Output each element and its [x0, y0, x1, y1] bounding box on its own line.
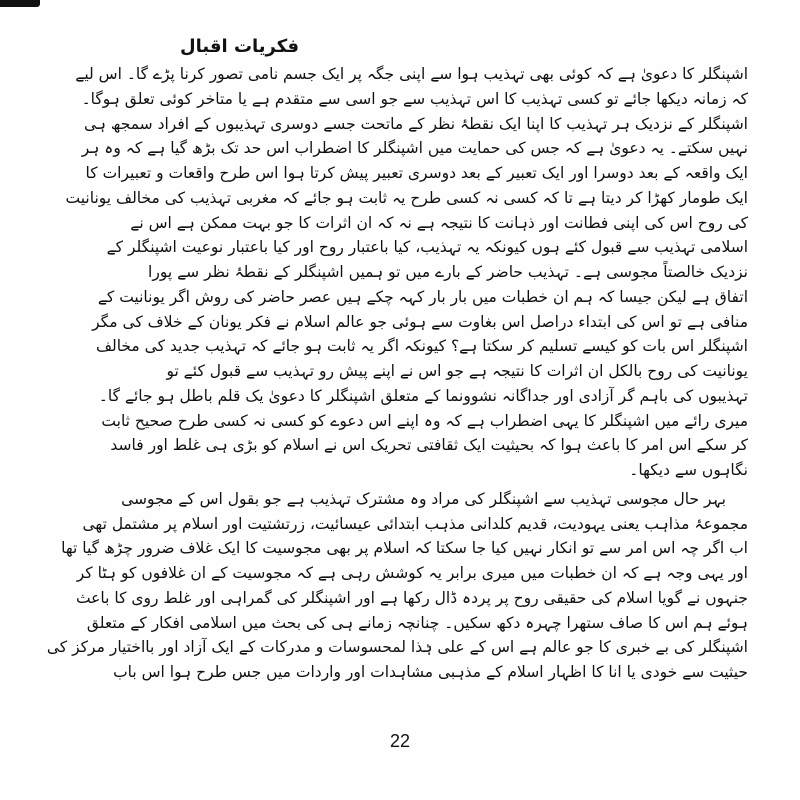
text-line: منافی ہے تو اس کی ابتداء دراصل اس بغاوت سے ہوئی جو عالم اسلام نے فکر یونان کے خلاف کی مگر — [92, 312, 748, 331]
paragraph-1 — [65, 62, 748, 483]
running-header — [180, 36, 760, 64]
text-line: یونانیت کی روح بالکل ان اثرات کا نتیجہ ہے جو اس نے اپنے پیش رو تہذیب سے قبول کئے تو — [166, 362, 748, 380]
text-line: کہ زمانہ دیکھا جائے تو کسی تہذیب کا اس تہذیب سے جو اسی سے متقدم ہے یا متاخر کوئی تعلق ہوگا۔ — [81, 89, 748, 108]
running-title: فکریات اقبال — [180, 36, 300, 57]
paragraph-2 — [46, 487, 748, 685]
text-line: نگاہوں سے دیکھا۔ — [629, 461, 748, 479]
text-line: اسلامی تہذیب سے قبول کئے ہوں کیونکہ یہ تہذیب، کیا باعتبار روح اور کیا باعتبار نوعیت اشپنگلر کے — [106, 238, 748, 257]
text-line: اب اگر چہ اس امر سے تو انکار نہیں کیا جا سکتا کہ اسلام پر بھی مجوسیت کا ایک غلاف ضرور چڑھ گیا تھا — [61, 539, 748, 558]
text-line: میری رائے میں اشپنگلر کا یہی اضطراب ہے کہ وہ اپنے اس دعوے کو کسی نہ کسی طرح صحیح ثابت — [101, 411, 748, 430]
text-line: اتفاق ہے لیکن جیسا کہ ہم ان خطبات میں بار بار کہہ چکے ہیں عصر حاضر کی روش اگر یونانیت کے — [97, 287, 748, 306]
text-line: کر سکے اس امر کا باعث ہوا کہ بحیثیت ایک ثقافتی تحریک اس نے اسلام کو بڑی ہی غلط اور فاسد — [110, 436, 748, 455]
text-line: تہذیبوں کی باہم گر آزادی اور جداگانہ نشوونما کے متعلق اشپنگلر کا دعویٰ یک قلم باطل ہو جائے گا۔ — [98, 386, 748, 405]
text-line: نہیں سکتے۔ یہ دعویٰ ہے کہ جس کی حمایت میں اشپنگلر کا اضطراب اس حد تک بڑھ گیا ہے کہ وہ ہر — [81, 139, 748, 158]
text-line: ایک طومار کھڑا کر دیتا ہے تا کہ کسی نہ کسی طرح یہ ثابت ہو جائے کہ مغربی تہذیب کی مخالف یونانیت — [65, 188, 748, 207]
text-line: حیثیت سے خودی یا انا کا اظہار اسلام کے مذہبی مشاہدات اور واردات میں جس طرح ہوا اس باب — [113, 663, 748, 681]
text-line: اشپنگلر کا دعویٰ ہے کہ کوئی بھی تہذیب ہوا سے اپنی جگہ پر ایک جسم نامی تصور کرنا پڑے گا۔ اس لیے — [75, 65, 748, 83]
scan-corner-mark — [0, 0, 40, 7]
text-line: کی روح اس کی اپنی فطانت اور ذہانت کا نتیجہ ہے نہ کہ ان اثرات کا جو بہت ممکن ہے اس نے — [130, 213, 748, 232]
text-line: اشپنگلر کی بے خبری کا جو عالم ہے اس کے علی ہٰذا لمحسوسات و مدرکات کے ایک آزاد اور بااختیار مرکز کی — [46, 638, 748, 657]
text-line: ایک واقعہ کے بعد دوسرا اور ایک تعبیر کے بعد دوسری تعبیر پیش کرتا ہوا اس طرح واقعات و تعبیرات کا — [85, 164, 748, 182]
text-line: اور یہی وجہ ہے کہ ان خطبات میں میری برابر یہ کوشش رہی ہے کہ مجوسیت کے ان غلافوں کو ہٹا کر — [76, 564, 748, 582]
text-line: نزدیک خالصتاً مجوسی ہے۔ تہذیب حاضر کے بارے میں تو ہمیں اشپنگلر کے نقطۂ نظر سے پورا — [148, 263, 748, 281]
text-line: اشپنگلر کے نزدیک ہر تہذیب کا اپنا ایک نقطۂ نظر کے ماتحت جسے دوسری تہذیبوں کے افراد سمجھ ہی — [83, 114, 748, 133]
page-number: 22 — [389, 731, 411, 751]
text-line: جنہوں نے گویا اسلام کی حقیقی روح پر پردہ ڈال رکھا ہے اور اشپنگلر کی گمراہی اور غلط روی کا باعث — [75, 588, 748, 607]
text-line: مجموعۂ مذاہب یعنی یہودیت، قدیم کلدانی مذہب ابتدائی عیسائیت، زرتشتیت اور اسلام پر مشتمل تھی — [82, 514, 748, 533]
text-line: اشپنگلر اس بات کو کیسے تسلیم کر سکتا ہے؟ کیونکہ اگر یہ ثابت ہو جائے کہ تہذیب جدید کی مخالف — [95, 337, 748, 356]
text-line: ہوئے ہم اس کا صاف ستھرا چہرہ دکھ سکیں۔ چنانچہ زمانے ہی کی بحث میں اسلامی افکار کے متعلق — [86, 613, 748, 632]
body-text — [46, 62, 748, 685]
text-line: بہر حال مجوسی تہذیب سے اشپنگلر کی مراد وہ مشترک تہذیب ہے جو بقول اس کے مجوسی — [121, 489, 726, 508]
